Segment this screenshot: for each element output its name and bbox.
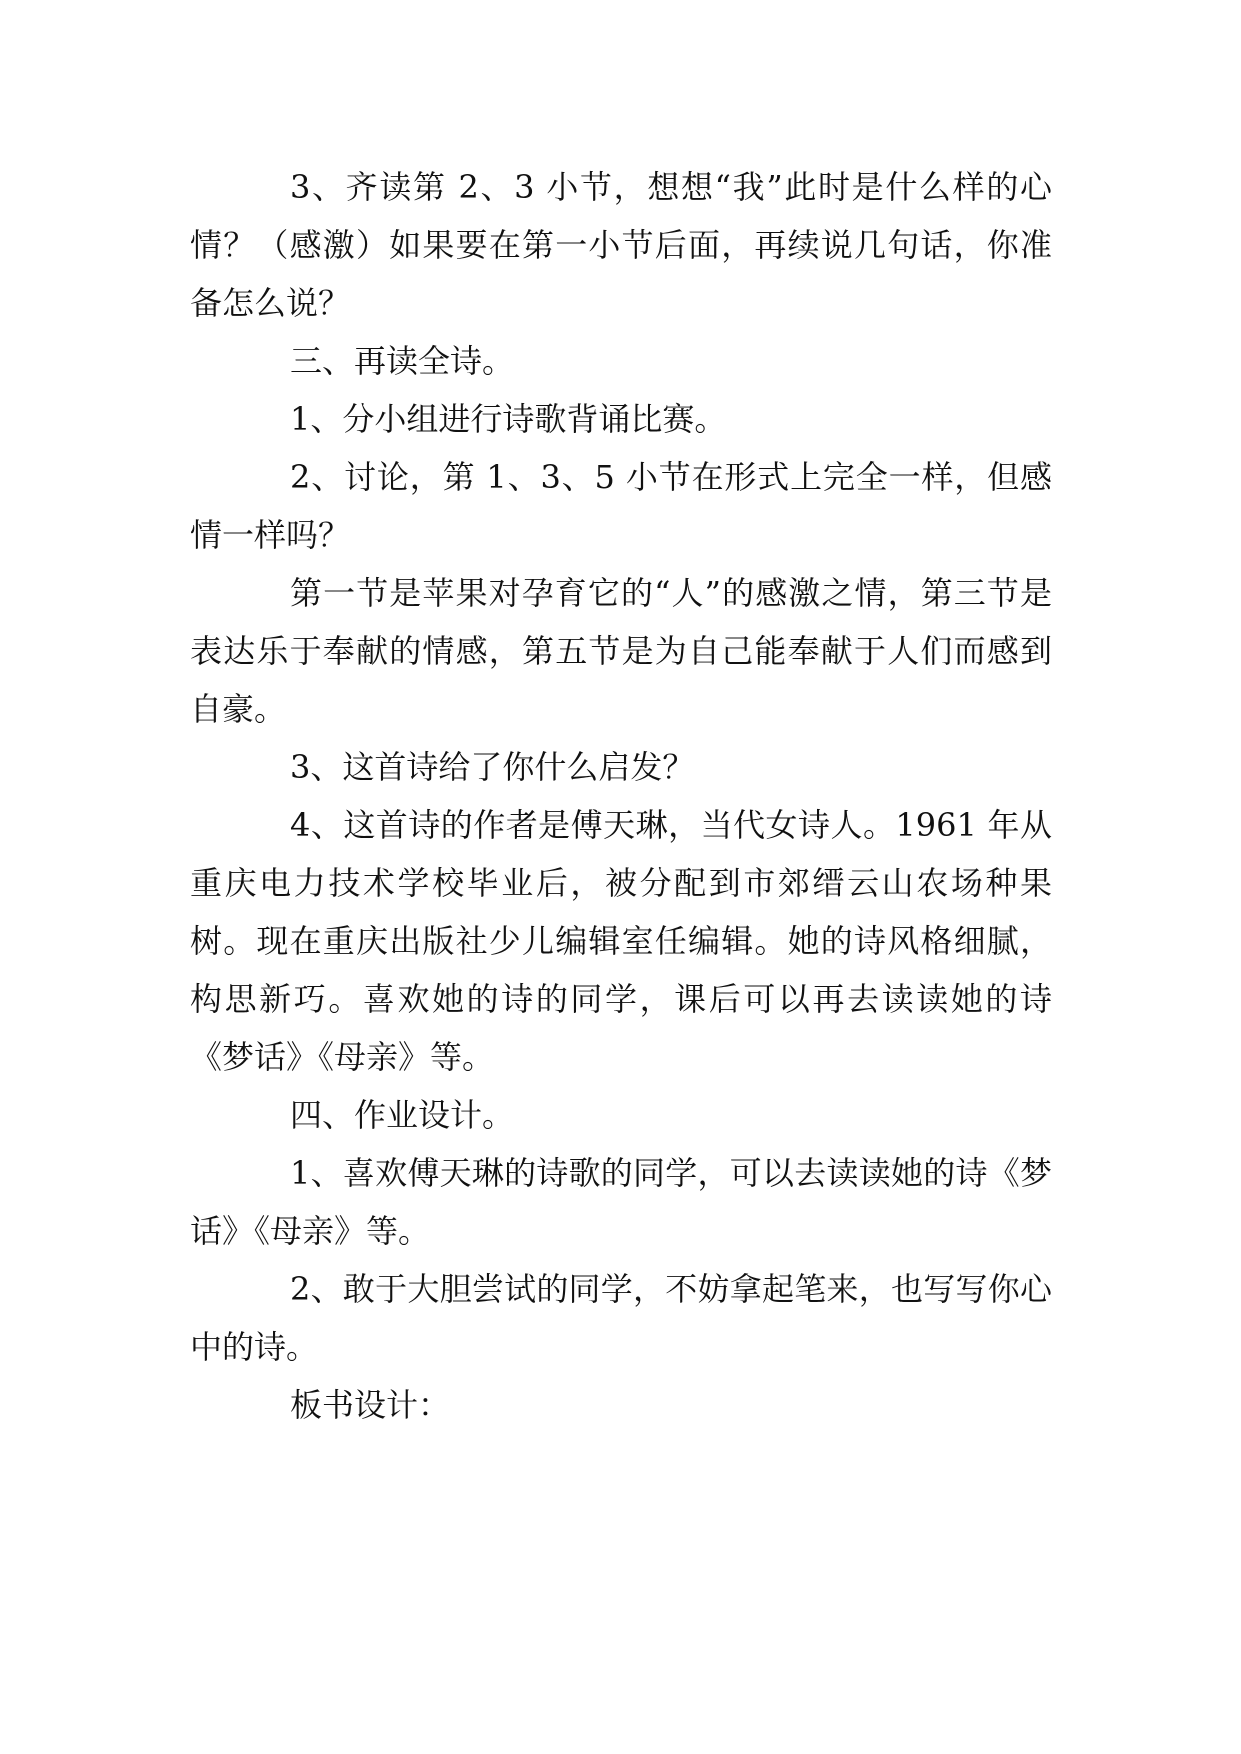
heading-reread-poem: 三、再读全诗。 [290,342,515,380]
heading-blackboard-design: 板书设计： [290,1386,451,1424]
heading-homework-design: 四、作业设计。 [290,1096,515,1134]
paragraph-recitation-contest: 1、分小组进行诗歌背诵比赛。 [290,400,727,438]
paragraph-inspiration-question: 3、这首诗给了你什么启发？ [290,748,695,786]
paragraph-discussion-answer: 第一节是苹果对孕育它的“人”的感激之情，第三节是表达乐于奉献的情感，第五节是为自己能奉献于人们而感到自豪。 [190,574,1052,728]
paragraph-author-intro: 4、这首诗的作者是傅天琳，当代女诗人。1961 年从重庆电力技术学校毕业后，被分配到市郊缙云山农场种果树。现在重庆出版社少儿编辑室任编辑。她的诗风格细腻，构思新巧。喜欢她的诗的同学，课后可以再去读读她的诗《梦话》《母亲》等。 [190,806,1052,1076]
paragraph-reading-sections-2-3: 3、齐读第 2、3 小节，想想“我”此时是什么样的心情？（感激）如果要在第一小节后面，再续说几句话，你准备怎么说？ [190,168,1052,322]
document-body [190,158,1052,1434]
paragraph-homework-1: 1、喜欢傅天琳的诗歌的同学，可以去读读她的诗《梦话》《母亲》等。 [190,1154,1052,1250]
paragraph-homework-2: 2、敢于大胆尝试的同学，不妨拿起笔来，也写写你心中的诗。 [190,1270,1052,1366]
paragraph-discussion-question: 2、讨论，第 1、3、5 小节在形式上完全一样，但感情一样吗？ [190,458,1052,554]
